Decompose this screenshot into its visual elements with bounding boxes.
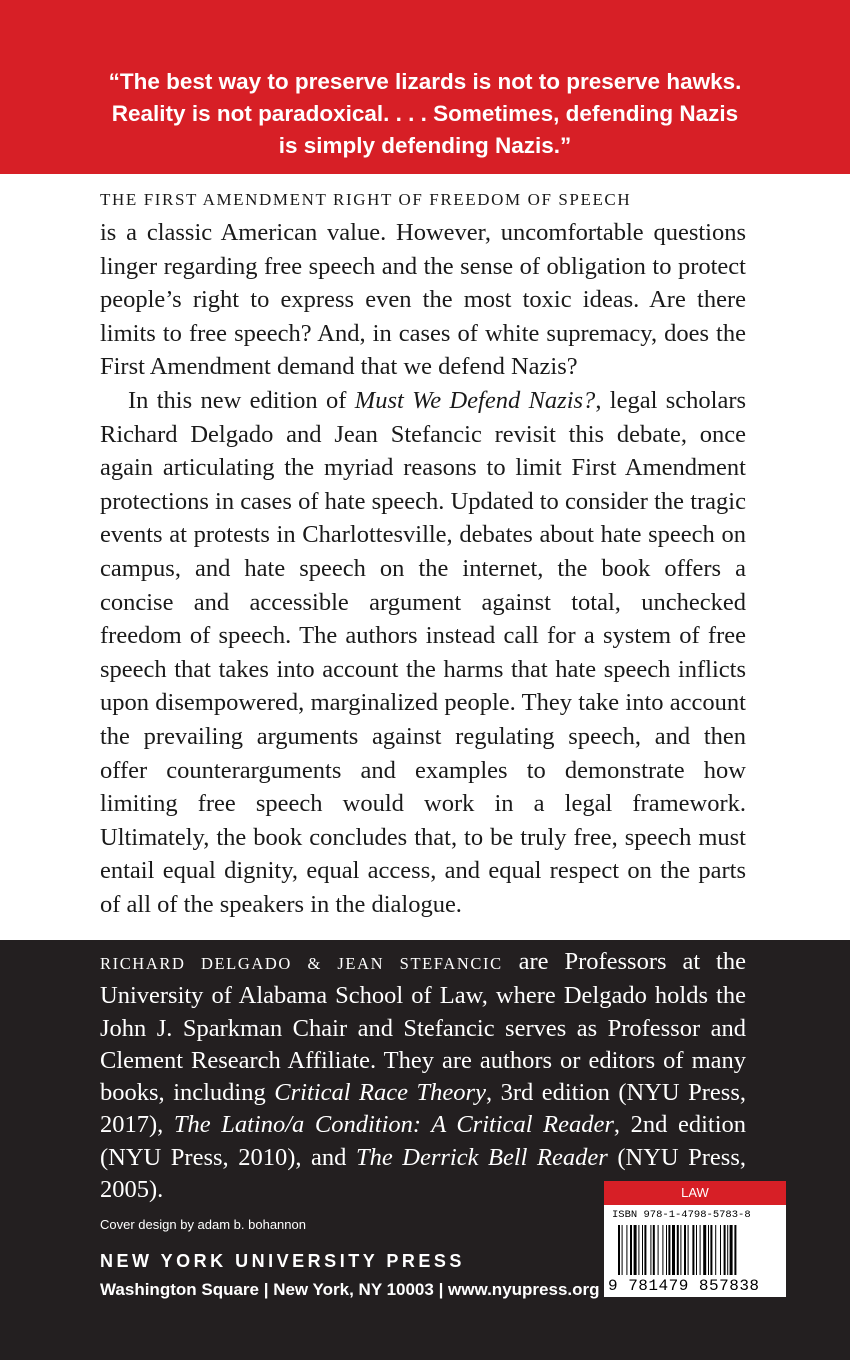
paragraph-2-start: In this new edition of: [128, 386, 355, 414]
bio-text-4: (NYU Press, 2005).: [100, 1143, 746, 1204]
barcode-bar: [658, 1225, 659, 1275]
publisher-name: NEW YORK UNIVERSITY PRESS: [100, 1251, 465, 1271]
barcode-bar: [666, 1225, 667, 1275]
category-label: LAW: [604, 1181, 786, 1205]
barcode-bar: [696, 1225, 697, 1275]
pull-quote: [60, 66, 790, 162]
barcode-bar: [720, 1225, 721, 1275]
quote-line-2: Reality is not paradoxical. . . . Sometimes, defending Nazis: [111, 101, 739, 126]
bio-text-2: , 3rd edition (NYU Press, 2017),: [100, 1079, 746, 1139]
bio-book-1: Critical Race Theory: [274, 1079, 486, 1107]
barcode-block: [604, 1181, 786, 1297]
barcode-bar: [644, 1225, 646, 1275]
barcode-bar: [677, 1225, 679, 1275]
barcode-digits: 9 781479 857838: [608, 1277, 760, 1295]
cover-design-credit: Cover design by adam b. bohannon: [100, 1217, 306, 1232]
barcode-bar: [662, 1225, 663, 1275]
quote-line-1: “The best way to preserve lizards is not to preserve hawks.: [108, 69, 742, 94]
author-names: RICHARD DELGADO & JEAN STEFANCIC: [100, 954, 503, 973]
publisher-address: Washington Square | New York, NY 10003 | www.nyupress.org: [100, 1280, 600, 1299]
barcode-bar: [680, 1225, 681, 1275]
description-paragraph-1: is a classic American value. However, uncomfortable questions linger regarding free speech and the sense of obligation to protect people’s right to express even the most toxic ideas. Are there limits to free speech? And, in cases of white supremacy, does the First Amendment demand that we defend Nazis?: [100, 219, 746, 381]
barcode-bar: [622, 1225, 623, 1275]
bio-text-1: are Professors at the University of Alabama School of Law, where Delgado holds the John J. Sparkman Chair and Stefancic serves as Professor and Clement Research Affiliate. They are authors or editors of many books, including: [100, 948, 746, 1107]
barcode-bar: [638, 1225, 639, 1275]
paragraph-2-rest: , legal scholars Richard Delgado and Jean Stefancic revisit this debate, once again articulating the myriad reasons to limit First Amendment protections in cases of hate speech. Updated to consider the tragic events at protests in Charlottesville, debates about hate speech on campus, and hate speech on the internet, the book offers a concise and accessible argument against total, unchecked freedom of speech. The authors instead call for a system of free speech that takes into account the harms that hate speech inflicts upon disempowered, marginalized people. They take into account the prevailing arguments against regulating speech, and then offer counterarguments and examples to demonstrate how limiting free speech would work in a legal framework. Ultimately, the book concludes that, to be truly free, speech must entail equal dignity, equal access, and equal respect on the parts of all of the speakers in the dialogue.: [100, 386, 747, 918]
barcode-bar: [730, 1225, 733, 1275]
barcode-bar: [653, 1225, 655, 1275]
barcode-bar: [700, 1225, 701, 1275]
barcode-bar: [642, 1225, 643, 1275]
barcode-bar: [618, 1225, 620, 1275]
isbn-label: ISBN 978-1-4798-5783-8: [612, 1209, 751, 1221]
description-paragraph-2: [100, 384, 746, 922]
book-description: [100, 188, 746, 921]
barcode-bar: [650, 1225, 651, 1275]
quote-banner: [0, 0, 850, 174]
barcode-bar: [630, 1225, 632, 1275]
barcode-bar: [692, 1225, 694, 1275]
barcode-graphic: [618, 1225, 773, 1275]
barcode-bar: [684, 1225, 686, 1275]
bio-text-3: , 2nd edition (NYU Press, 2010), and: [100, 1111, 746, 1171]
barcode-bar: [672, 1225, 675, 1275]
barcode-bar: [668, 1225, 670, 1275]
bio-book-2: The Latino/a Condition: A Critical Reader: [173, 1111, 614, 1139]
barcode-bar: [734, 1225, 736, 1275]
barcode-bar: [708, 1225, 709, 1275]
barcode-bar: [688, 1225, 689, 1275]
barcode-bar: [715, 1225, 716, 1275]
description-lead: THE FIRST AMENDMENT RIGHT OF FREEDOM OF SPEECH: [100, 190, 632, 209]
barcode-bar: [634, 1225, 637, 1275]
barcode-bar: [724, 1225, 726, 1275]
book-title: Must We Defend Nazis?: [354, 386, 596, 414]
bio-book-3: The Derrick Bell Reader: [355, 1143, 608, 1171]
author-bio: [100, 946, 746, 1206]
barcode-bar: [626, 1225, 627, 1275]
barcode-bar: [703, 1225, 706, 1275]
barcode-bar: [710, 1225, 712, 1275]
quote-line-3: is simply defending Nazis.”: [278, 133, 572, 158]
barcode-bar: [727, 1225, 728, 1275]
